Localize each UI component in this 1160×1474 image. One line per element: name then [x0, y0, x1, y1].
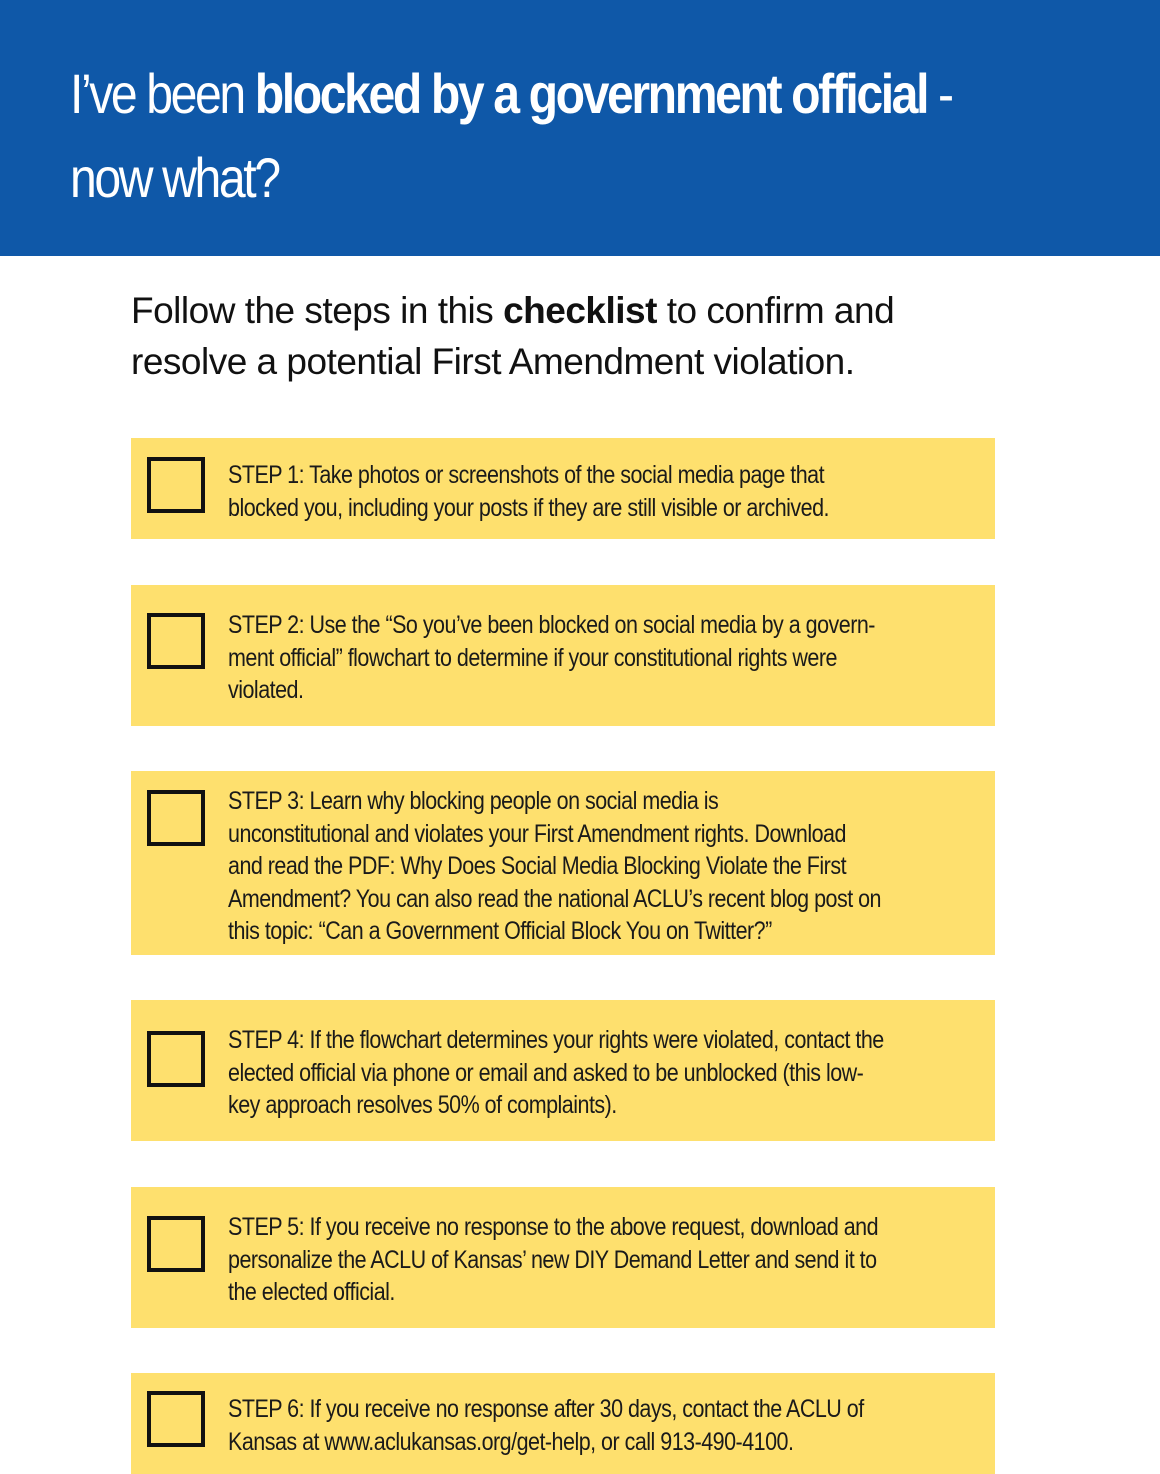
step-2-text: [228, 609, 992, 707]
step-3-line: this topic: “Can a Government Official Block You on Twitter?”: [228, 917, 772, 945]
title-text-line2: now what?: [70, 146, 279, 209]
step-2-line: violated.: [228, 676, 304, 704]
step-6-line: STEP 6: If you receive no response after 30 days, contact the ACLU of: [228, 1395, 864, 1423]
checklist-step-6: [131, 1373, 995, 1474]
intro-text: [131, 285, 1051, 387]
step-2-line: STEP 2: Use the “So you’ve been blocked on social media by a govern-: [228, 611, 875, 639]
intro-text-bold: checklist: [503, 290, 657, 331]
step-4-text: [228, 1024, 992, 1122]
intro-text-regular: Follow the steps in this: [131, 290, 504, 331]
step-5-line: personalize the ACLU of Kansas’ new DIY Demand Letter and send it to: [228, 1245, 877, 1274]
step-3-text: [228, 785, 992, 948]
intro-text-line2: resolve a potential First Amendment violation.: [131, 341, 855, 382]
step-5-text: [228, 1211, 992, 1309]
checklist-step-1: [131, 438, 995, 539]
step-4-line: STEP 4: If the flowchart determines your rights were violated, contact the: [228, 1026, 884, 1054]
step-6-text: [228, 1393, 992, 1458]
title-text-dash: -: [927, 62, 952, 125]
step-4-line: elected official via phone or email and asked to be unblocked (this low-: [228, 1058, 864, 1087]
step-5-line: the elected official.: [228, 1278, 395, 1306]
checklist-step-5: [131, 1187, 995, 1328]
step-6-line: Kansas at www.aclukansas.org/get-help, or call 913-490-4100.: [228, 1427, 794, 1456]
step-5-checkbox[interactable]: [147, 1216, 205, 1272]
step-1-line: blocked you, including your posts if they are still visible or archived.: [228, 493, 830, 522]
step-3-line: unconstitutional and violates your First Amendment rights. Download: [228, 819, 846, 848]
checklist-step-2: [131, 585, 995, 726]
step-5-line: STEP 5: If you receive no response to the above request, download and: [228, 1213, 879, 1241]
step-4-line: key approach resolves 50% of complaints).: [228, 1091, 617, 1119]
checklist-step-4: [131, 1000, 995, 1141]
step-1-checkbox[interactable]: [147, 457, 205, 513]
step-1-line: STEP 1: Take photos or screenshots of the social media page that: [228, 461, 825, 489]
step-3-line: Amendment? You can also read the national ACLU’s recent blog post on: [228, 884, 881, 913]
intro-text-line1-end: to confirm and: [656, 290, 895, 331]
step-1-text: [228, 459, 992, 524]
step-4-checkbox[interactable]: [147, 1031, 205, 1087]
step-3-checkbox[interactable]: [147, 790, 205, 846]
step-3-line: and read the PDF: Why Does Social Media Blocking Violate the First: [228, 852, 847, 880]
title-text-bold: blocked by a government official: [254, 62, 928, 125]
step-3-line: STEP 3: Learn why blocking people on social media is: [228, 787, 719, 815]
step-6-checkbox[interactable]: [147, 1391, 205, 1447]
step-2-checkbox[interactable]: [147, 613, 205, 669]
step-2-line: ment official” flowchart to determine if your constitutional rights were: [228, 643, 837, 672]
title-text-regular: I’ve been: [70, 62, 255, 125]
header-banner: [0, 0, 1160, 256]
page-title: [70, 52, 982, 220]
checklist-step-3: [131, 771, 995, 955]
